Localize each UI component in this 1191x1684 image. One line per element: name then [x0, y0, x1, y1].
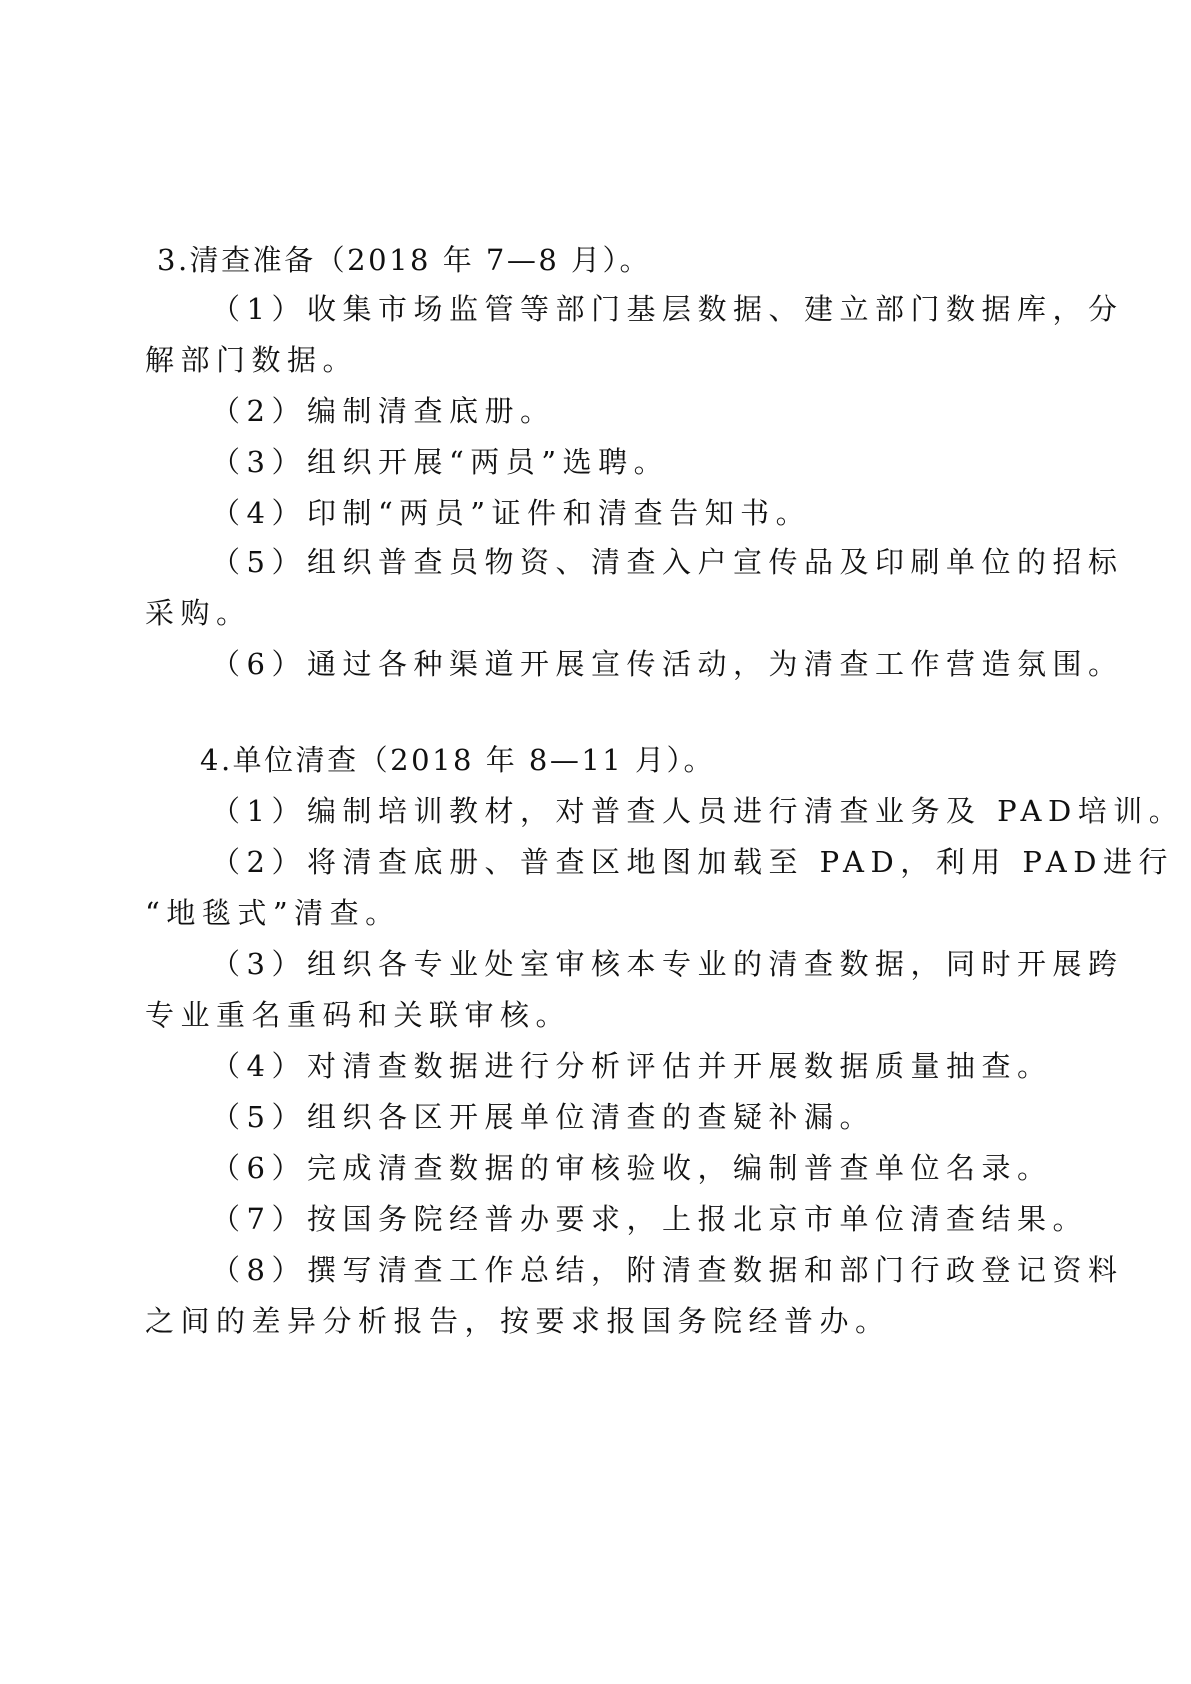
section-4-heading: 4.单位清查（2018 年 8—11 月）。 — [200, 743, 715, 777]
section-4-item-3-line-2: 专业重名重码和关联审核。 — [145, 998, 572, 1032]
section-3-item-3: （3）组织开展“两员”选聘。 — [211, 445, 670, 479]
section-4-item-2-line-1: （2）将清查底册、普查区地图加载至 PAD，利用 PAD进行 — [211, 845, 1174, 879]
section-4-item-4: （4）对清查数据进行分析评估并开展数据质量抽查。 — [211, 1049, 1053, 1083]
section-4-item-5: （5）组织各区开展单位清查的查疑补漏。 — [211, 1100, 875, 1134]
section-3-item-4: （4）印制“两员”证件和清查告知书。 — [211, 496, 812, 530]
section-3-item-1-line-1: （1）收集市场监管等部门基层数据、建立部门数据库，分 — [211, 292, 1124, 326]
section-3-heading: 3.清查准备（2018 年 7—8 月）。 — [157, 243, 652, 277]
section-3-item-5-line-1: （5）组织普查员物资、清查入户宣传品及印刷单位的招标 — [211, 545, 1124, 579]
section-4-item-1: （1）编制培训教材，对普查人员进行清查业务及 PAD培训。 — [211, 794, 1185, 828]
section-4-item-6: （6）完成清查数据的审核验收，编制普查单位名录。 — [211, 1151, 1053, 1185]
section-3-item-2: （2）编制清查底册。 — [211, 394, 556, 428]
section-3-item-6: （6）通过各种渠道开展宣传活动，为清查工作营造氛围。 — [211, 647, 1124, 681]
section-4-item-2-line-2: “地毯式”清查。 — [145, 896, 401, 930]
section-4-item-7: （7）按国务院经普办要求，上报北京市单位清查结果。 — [211, 1202, 1088, 1236]
section-4-item-8-line-2: 之间的差异分析报告，按要求报国务院经普办。 — [145, 1304, 891, 1338]
section-3-item-5-line-2: 采购。 — [145, 596, 252, 630]
section-4-item-3-line-1: （3）组织各专业处室审核本专业的清查数据，同时开展跨 — [211, 947, 1124, 981]
section-3-item-1-line-2: 解部门数据。 — [145, 343, 359, 377]
section-4-item-8-line-1: （8）撰写清查工作总结，附清查数据和部门行政登记资料 — [211, 1253, 1124, 1287]
